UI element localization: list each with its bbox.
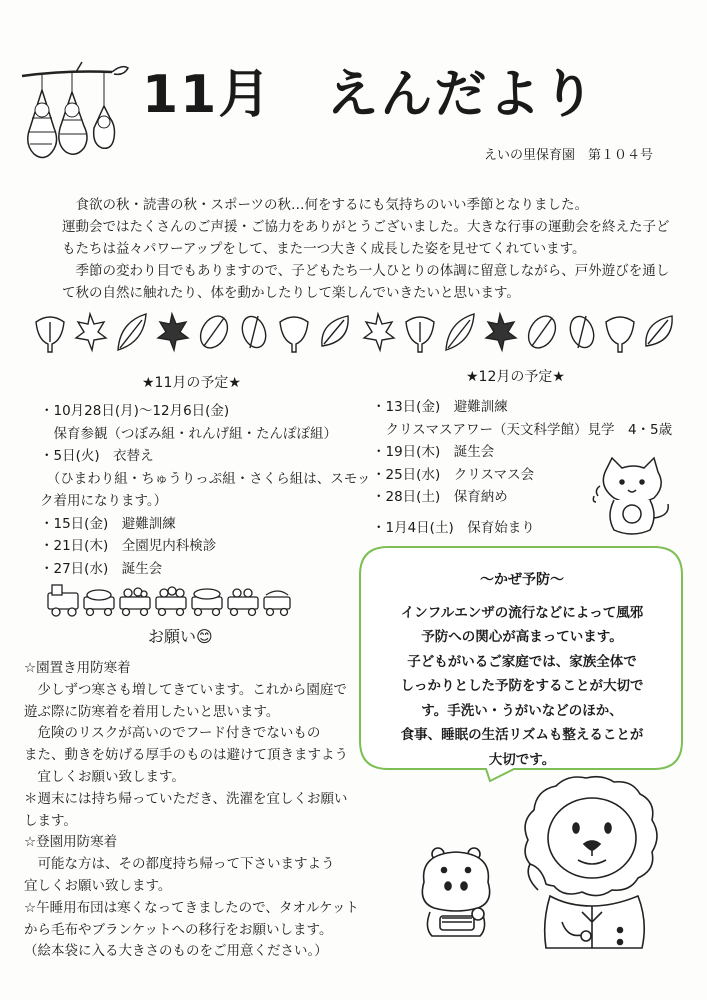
maple-leaf-icon xyxy=(76,314,106,350)
oak-leaf-icon xyxy=(118,314,146,350)
leaf-icon xyxy=(238,313,270,351)
schedule-item: ・1月4日(土) 保育始まり xyxy=(372,519,535,536)
request-line: 宜しくお願い致します。 xyxy=(24,877,172,894)
request-line: 可能な方は、その都度持ち帰って下さいますよう xyxy=(24,856,335,873)
cold-prevention-line: 予防への関心が高まっています。 xyxy=(421,629,623,645)
request-line: 遊ぶ際に防寒着を着用したいと思います。 xyxy=(24,703,280,720)
hippo-illustration xyxy=(408,842,504,938)
schedule-item: ・27日(水) 誕生会 xyxy=(40,560,163,577)
oak-leaf-icon xyxy=(446,314,474,350)
schedule-item: ・10月28日(月)～12月6日(金) xyxy=(40,403,230,419)
request-line: から毛布やブランケットへの移行をお願いします。 xyxy=(24,921,333,938)
newsletter-title: 11月 えんだより xyxy=(142,65,597,125)
maple-leaf-icon xyxy=(158,314,188,350)
request-line: ＊週末には持ち帰っていただき、洗濯を宜しくお願い xyxy=(24,790,348,807)
request-line: 宜しくお願い致します。 xyxy=(24,768,185,785)
schedule-item: ・25日(水) クリスマス会 xyxy=(372,466,535,483)
cold-prevention-line: 大切です。 xyxy=(488,751,556,768)
november-schedule-title: ★11月の予定★ xyxy=(142,375,241,391)
cold-prevention-line: す。手洗い・うがいなどのほか、 xyxy=(421,702,623,719)
schedule-item: ・19日(木) 誕生会 xyxy=(372,444,495,460)
maple-leaf-icon xyxy=(364,314,394,350)
intro-text xyxy=(62,194,672,304)
lion-doctor-illustration xyxy=(502,772,672,952)
cold-prevention-title: ～かぜ予防～ xyxy=(480,572,564,588)
requests-title: お願い😊 xyxy=(148,627,213,646)
ginkgo-leaf-icon xyxy=(280,317,308,352)
cold-prevention-line: しっかりとした予防をすることが大切で xyxy=(400,678,644,694)
train-illustration xyxy=(44,583,294,617)
schedule-item: ・5日(火) 衣替え xyxy=(40,448,154,464)
leaf-icon xyxy=(322,316,348,346)
november-schedule xyxy=(40,400,371,580)
leaf-icon xyxy=(195,311,233,352)
intro-paragraph: 食欲の秋・読書の秋・スポーツの秋…何をするにも気持ちのいい季節となりました。 xyxy=(62,197,588,213)
ginkgo-leaf-icon xyxy=(406,317,434,352)
cold-prevention-line: 食事、睡眠の生活リズムも整えることが xyxy=(400,727,644,743)
request-line: また、動きを妨げる厚手のものは避けて頂きますよう xyxy=(24,747,348,764)
request-line: （絵本袋に入る大きさのものをご用意ください。） xyxy=(24,943,328,960)
schedule-item: ・28日(土) 保育納め xyxy=(372,489,508,505)
request-line: ☆登園用防寒着 xyxy=(24,834,118,851)
intro-paragraph: 運動会ではたくさんのご声援・ご協力をありがとうございました。大きな行事の運動会を終えた子どもたちは益々パワーアップをして、また一つ大きく成長した姿を見せてくれています。 xyxy=(62,219,670,257)
ginkgo-leaf-icon xyxy=(606,317,634,352)
leaf-icon xyxy=(566,313,598,351)
request-line: します。 xyxy=(24,812,77,829)
leaf-icon xyxy=(523,311,561,352)
schedule-item: クリスマスアワー（天文科学館）見学 4・5歳 xyxy=(372,421,673,438)
schedule-item: ク着用になります。） xyxy=(40,493,168,509)
bagworm-branch-illustration xyxy=(16,58,136,168)
maple-leaf-icon xyxy=(486,314,516,350)
issue-number: えいの里保育園 第１０４号 xyxy=(484,148,654,163)
intro-paragraph: 季節の変わり目でもありますので、子どもたち一人ひとりの体調に留意しながら、戸外遊びを通して秋の自然に触れたり、体を動かしたりして楽しんでいきたいと思います。 xyxy=(62,263,670,301)
request-line: ☆園置き用防寒着 xyxy=(24,660,131,676)
leaf-icon xyxy=(646,316,672,346)
schedule-item: 保育参観（つぼみ組・れんげ組・たんぽぽ組） xyxy=(40,425,337,442)
request-line: 少しずつ寒さも増してきています。これから園庭で xyxy=(24,681,347,698)
schedule-item: ・15日(金) 避難訓練 xyxy=(40,515,176,532)
requests-text xyxy=(24,658,364,963)
ginkgo-leaf-icon xyxy=(36,317,64,352)
schedule-item: ・21日(木) 全園児内科検診 xyxy=(40,538,217,554)
cat-illustration xyxy=(592,456,674,538)
schedule-item: ・13日(金) 避難訓練 xyxy=(372,399,508,415)
request-line: ☆午睡用布団は寒くなってきましたので、タオルケット xyxy=(24,899,359,916)
cold-prevention-text xyxy=(372,568,672,772)
cold-prevention-line: インフルエンザの流行などによって風邪 xyxy=(400,604,644,621)
december-schedule-title: ★12月の予定★ xyxy=(466,369,565,385)
schedule-item: （ひまわり組・ちゅうりっぷ組・さくら組は、スモッ xyxy=(40,470,371,487)
cold-prevention-line: 子どもがいるご家庭では、家族全体で xyxy=(407,653,637,670)
request-line: 危険のリスクが高いのでフード付きでないもの xyxy=(24,725,321,742)
leaf-border-decoration xyxy=(30,308,680,354)
